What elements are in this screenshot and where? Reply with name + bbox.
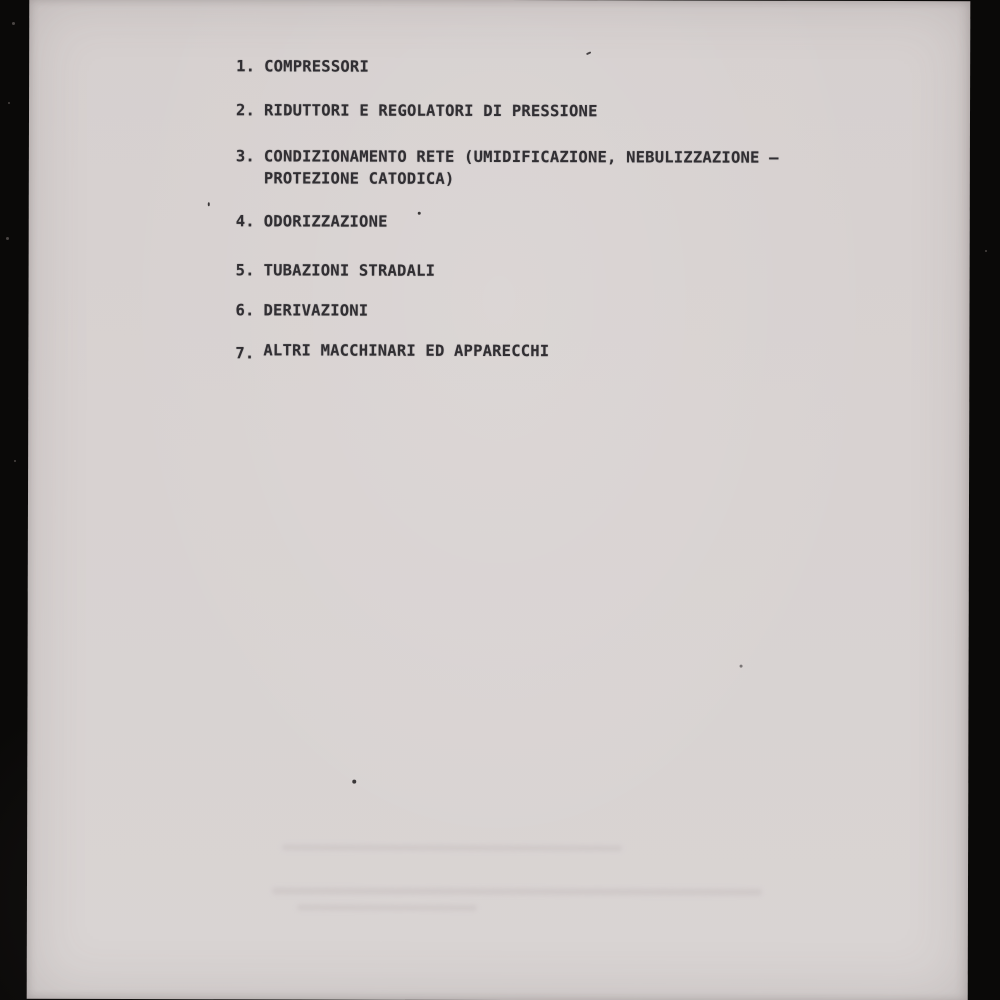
list-item-6: [235, 299, 368, 321]
item-number: 2.: [235, 101, 256, 120]
document-page: [27, 0, 971, 1000]
list-item-7: [235, 339, 549, 362]
item-text: DERIVAZIONI: [263, 301, 369, 320]
ink-speck: [418, 212, 421, 215]
dust-speck: [12, 22, 15, 25]
list-item-5: [236, 259, 436, 282]
item-number: 3.: [235, 147, 256, 166]
item-text: TUBAZIONI STRADALI: [263, 261, 436, 280]
ink-speck: [740, 665, 743, 668]
item-text: ALTRI MACCHINARI ED APPARECCHI: [263, 341, 550, 361]
list-item-1: [236, 55, 369, 77]
bleedthrough-smudge: [282, 844, 622, 851]
item-number: 7.: [235, 344, 255, 363]
item-text: COMPRESSORI: [264, 57, 370, 76]
item-text: ODORIZZAZIONE: [263, 212, 388, 231]
item-text-wrap: PROTEZIONE CATODICA): [263, 169, 455, 188]
bleedthrough-smudge: [272, 887, 762, 895]
item-number: 1.: [236, 57, 256, 76]
bleedthrough-smudge: [297, 904, 477, 910]
item-number: 4.: [235, 212, 255, 231]
dust-speck: [8, 102, 10, 104]
dust-speck: [985, 250, 987, 252]
item-text: RIDUTTORI E REGOLATORI DI PRESSIONE: [263, 101, 598, 121]
list-item-4: [236, 210, 388, 232]
dust-speck: [14, 460, 16, 462]
ink-speck: [208, 202, 210, 206]
dust-speck: [6, 237, 9, 240]
item-text: CONDIZIONAMENTO RETE (UMIDIFICAZIONE, NEBULIZZAZIONE –: [263, 147, 779, 167]
ink-speck: [352, 780, 356, 784]
item-number: 6.: [235, 301, 255, 320]
list-item-3: [236, 145, 779, 190]
list-item-2: [236, 99, 598, 122]
item-number: 5.: [235, 261, 255, 280]
